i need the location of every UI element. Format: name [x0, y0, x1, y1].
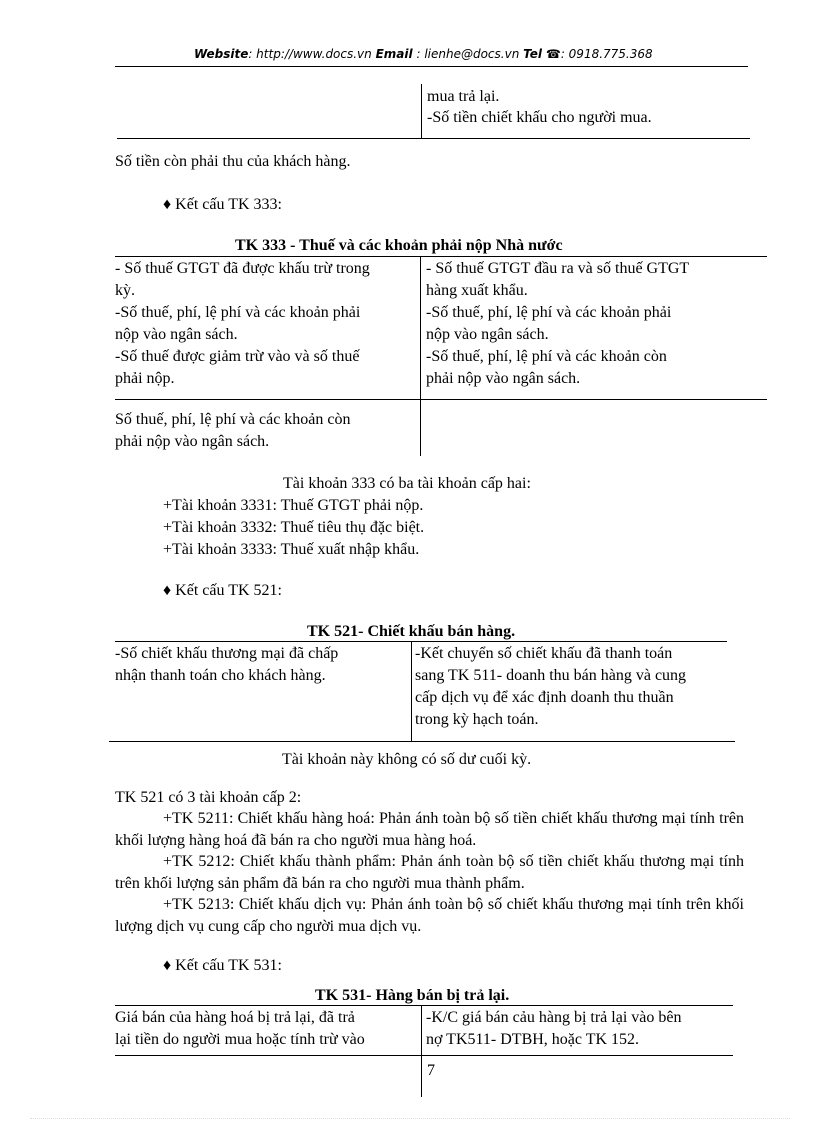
- tk521-sub-intro: TK 521 có 3 tài khoản cấp 2:: [115, 789, 302, 806]
- tk521-sub-para-3: [115, 894, 744, 938]
- email-value: : lienhe@docs.vn: [416, 47, 520, 61]
- tk531-top-rule: [115, 1005, 733, 1006]
- tk333-credit-1: - Số thuế GTGT đầu ra và số thuế GTGT: [426, 260, 690, 277]
- tk333-debit-1: - Số thuế GTGT đã được khấu trừ trong: [115, 260, 370, 277]
- tk531-mid-rule: [115, 1055, 733, 1056]
- email-label: Email: [375, 47, 413, 61]
- tk521-heading-text: Kết cấu TK 521:: [175, 582, 282, 599]
- tk531-divider: [421, 1005, 422, 1097]
- prev-credit-line-2: -Số tiền chiết khấu cho người mua.: [427, 109, 652, 126]
- tk521-top-rule: [115, 641, 727, 642]
- tk333-credit-4: nộp vào ngân sách.: [426, 326, 549, 343]
- tk521-debit-1: -Số chiết khấu thương mại đã chấp: [115, 645, 339, 662]
- tk333-heading-text: Kết cấu TK 333:: [175, 196, 282, 213]
- tk333-credit-2: hàng xuất khẩu.: [426, 282, 528, 299]
- tk333-debit-4: nộp vào ngân sách.: [115, 326, 238, 343]
- tk333-credit-5: -Số thuế, phí, lệ phí và các khoản còn: [426, 348, 667, 365]
- bullet-icon: ♦: [163, 196, 172, 213]
- prev-t-divider: [421, 84, 422, 138]
- tk531-heading-text: Kết cấu TK 531:: [175, 957, 282, 974]
- header-rule: [115, 66, 748, 67]
- tk521-sub-para-1-text: +TK 5211: Chiết khấu hàng hoá: Phản ánh toàn bộ số tiền chiết khấu thương mại tính trên khối lượng hàng hoá đã bán ra cho người mua hàng hoá.: [115, 810, 744, 849]
- tk521-credit-1: -Kết chuyển số chiết khấu đã thanh toán: [415, 645, 673, 662]
- footer-rule: [30, 1118, 790, 1119]
- website-value: : http://www.docs.vn: [248, 47, 372, 61]
- tk521-note: Tài khoản này không có số dư cuối kỳ.: [282, 751, 532, 768]
- tk521-bottom-rule: [109, 741, 735, 742]
- tk521-divider: [411, 641, 412, 741]
- tk333-divider: [420, 256, 421, 456]
- tk521-sub-para-1: [115, 808, 744, 852]
- tk333-debit-6: phải nộp.: [115, 370, 175, 387]
- tk333-sub-intro: Tài khoản 333 có ba tài khoản cấp hai:: [283, 475, 531, 492]
- page-number: 7: [427, 1062, 435, 1079]
- tk333-debit-2: kỳ.: [115, 282, 135, 299]
- tk333-balance-2: phải nộp vào ngân sách.: [115, 433, 270, 450]
- tk333-balance-1: Số thuế, phí, lệ phí và các khoản còn: [115, 411, 351, 428]
- tel-value: : 0918.775.368: [560, 47, 653, 61]
- tk521-sub-para-2-text: +TK 5212: Chiết khấu thành phẩm: Phản ánh toàn bộ số tiền chiết khấu thương mại tính trên khối lượng sản phẩm đã bán ra cho người mua thành phẩm.: [115, 853, 744, 892]
- tk521-credit-2: sang TK 511- doanh thu bán hàng và cung: [415, 667, 687, 684]
- tk521-heading: [163, 580, 282, 602]
- tk531-heading: [163, 955, 282, 977]
- tk521-credit-4: trong kỳ hạch toán.: [415, 711, 539, 728]
- tk333-debit-3: -Số thuế, phí, lệ phí và các khoản phải: [115, 304, 361, 321]
- tk521-title: TK 521- Chiết khấu bán hàng.: [307, 623, 516, 640]
- tk531-debit-2: lại tiền do người mua hoặc tính trừ vào: [115, 1031, 365, 1048]
- prev-balance: Số tiền còn phải thu của khách hàng.: [115, 153, 351, 170]
- tk531-credit-1: -K/C giá bán cảu hàng bị trả lại vào bên: [426, 1009, 682, 1026]
- bullet-icon: ♦: [163, 957, 172, 974]
- tk521-credit-3: cấp dịch vụ để xác định doanh thu thuần: [415, 689, 674, 706]
- tk531-title: TK 531- Hàng bán bị trả lại.: [315, 987, 510, 1004]
- prev-credit-line-1: mua trả lại.: [427, 88, 500, 105]
- tk333-sub-1: +Tài khoản 3331: Thuế GTGT phải nộp.: [163, 497, 424, 514]
- tk531-debit-1: Giá bán của hàng hoá bị trả lại, đã trả: [115, 1009, 355, 1026]
- prev-t-bottom: [117, 138, 750, 139]
- phone-icon: ☎: [545, 47, 561, 61]
- tel-label: Tel: [523, 47, 543, 61]
- tk333-credit-3: -Số thuế, phí, lệ phí và các khoản phải: [426, 304, 672, 321]
- tk521-sub-para-3-text: +TK 5213: Chiết khấu dịch vụ: Phản ánh toàn bộ số chiết khấu thương mại tính trên khối lượng dịch vụ cung cấp cho người mua dịch vụ.: [115, 896, 744, 935]
- tk333-mid-rule: [115, 399, 767, 400]
- tk333-title: TK 333 - Thuế và các khoản phải nộp Nhà nước: [235, 237, 563, 254]
- tk333-sub-3: +Tài khoản 3333: Thuế xuất nhập khẩu.: [163, 541, 420, 558]
- tk521-debit-2: nhận thanh toán cho khách hàng.: [115, 667, 326, 684]
- tk531-credit-2: nợ TK511- DTBH, hoặc TK 152.: [426, 1031, 640, 1048]
- tk333-debit-5: -Số thuế được giảm trừ vào và số thuế: [115, 348, 360, 365]
- tk333-heading: [163, 194, 282, 216]
- website-label: Website: [194, 47, 249, 61]
- bullet-icon: ♦: [163, 582, 172, 599]
- page-header: [194, 47, 653, 61]
- tk333-top-rule: [115, 256, 767, 257]
- tk333-sub-2: +Tài khoản 3332: Thuế tiêu thụ đặc biệt.: [163, 519, 425, 536]
- tk333-credit-6: phải nộp vào ngân sách.: [426, 370, 581, 387]
- tk521-sub-para-2: [115, 851, 744, 895]
